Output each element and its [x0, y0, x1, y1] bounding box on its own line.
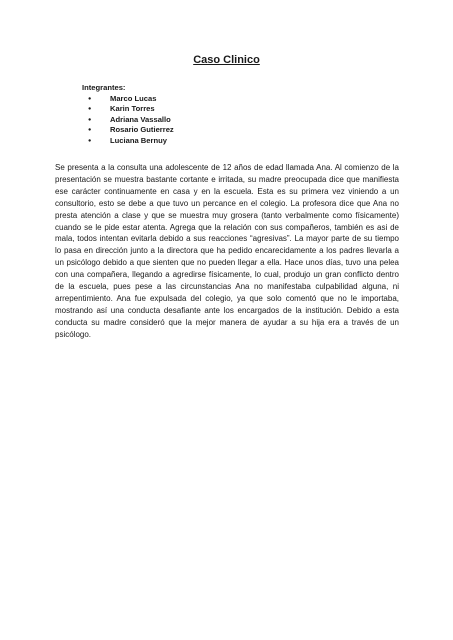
- member-item: ● Rosario Gutierrez: [82, 125, 174, 135]
- case-paragraph: Se presenta a la consulta una adolescente de 12 años de edad llamada Ana. Al comienzo de la presentación se muestra bastante cortante e irritada, su madre preocupada dice que manifiesta ese carácter continuamente en casa y en la escuela. Esta es su primera vez viniendo a un consultorio, esto se debe a que tuvo un percance en el colegio. La profesora dice que Ana no presta atención a clase y que se muestra muy grosera (tanto verbalmente como físicamente) cuando se le pide estar atenta. Agrega que la relación con sus compañeros, también es asi de mala, todos intentan evitarla debido a sus reacciones “agresivas”. La mayor parte de su tiempo lo pasa en dirección junto a la directora que ha pedido encarecidamente a los padres llevarla a un psicólogo debido a que sienten que no pueden llegar a ella. Hace unos días, tuvo una pelea con una compañera, llegando a agredirse físicamente, lo cual, produjo un gran conflicto dentro de la escuela, pues pese a las circunstancias Ana no manifestaba culpabilidad alguna, ni arrepentimiento. Ana fue expulsada del colegio, ya que solo comentó que no le importaba, mostrando así una conducta desafiante ante los encargados de la institución. Debido a esta conducta su madre consideró que la mejor manera de ayudar a su hija era a través de un psicólogo.: [55, 163, 399, 339]
- member-item: ● Marco Lucas: [82, 94, 174, 104]
- members-list: [82, 94, 174, 146]
- member-item: ● Karin Torres: [82, 104, 174, 114]
- member-item: ● Luciana Bernuy: [82, 136, 174, 146]
- document-title: Caso Clinico: [193, 54, 260, 66]
- members-heading: Integrantes:: [82, 83, 126, 92]
- member-item: ● Adriana Vassallo: [82, 115, 174, 125]
- members-section: [82, 82, 174, 146]
